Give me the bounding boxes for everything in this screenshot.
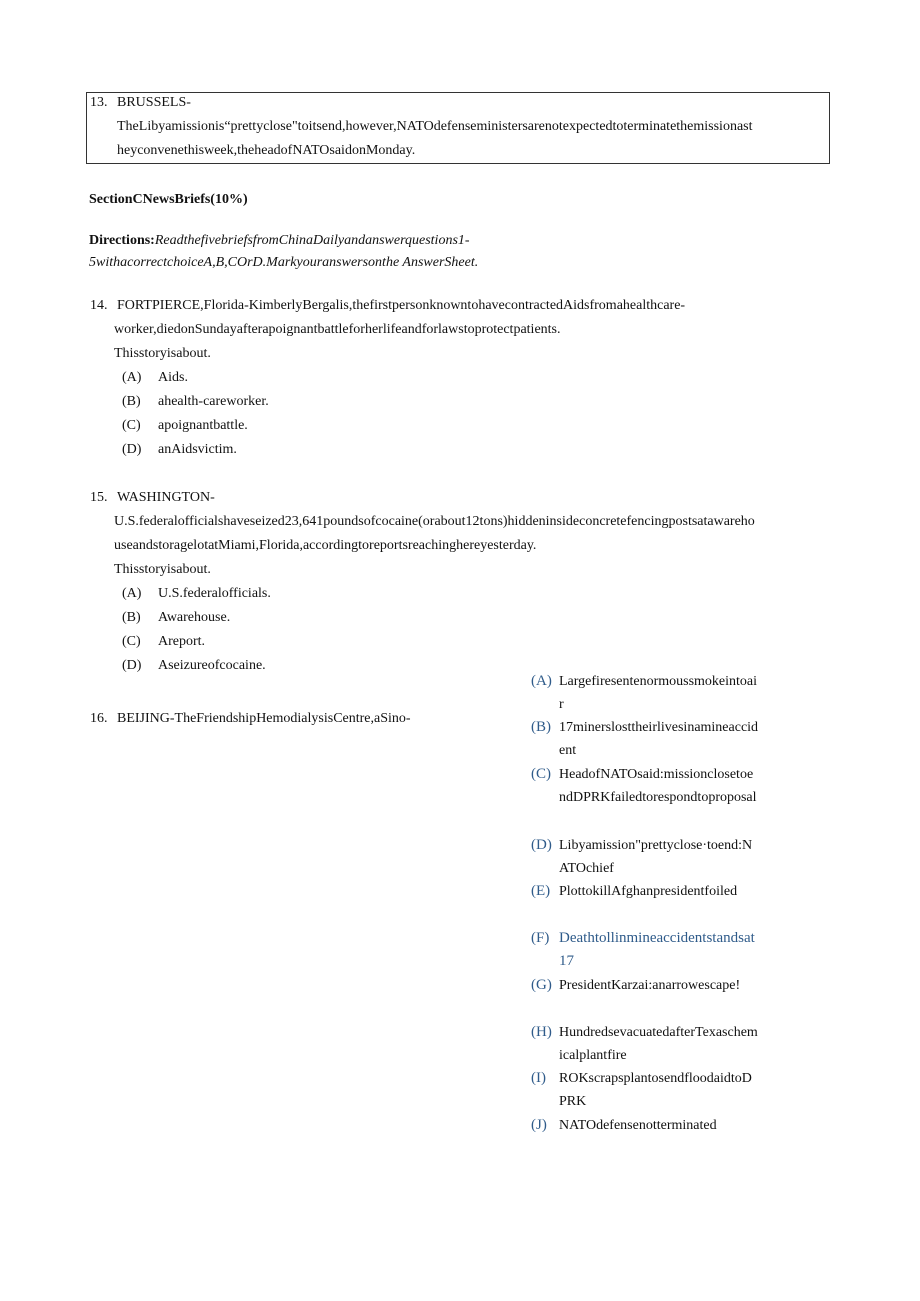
question-15-header [90,486,215,510]
headline-letter: (I) [531,1070,546,1086]
headline-letter: (F) [531,930,550,946]
question-number: 16. [90,711,108,726]
option-text: Areport. [158,634,206,649]
option-text: Awarehouse. [158,610,231,625]
question-15-stem: Thisstoryisabout. [114,562,211,577]
headline-text: Largefiresentenormoussmokeintoair [559,674,758,712]
headline-text: PresidentKarzai:anarrowescape! [559,978,741,993]
question-15-line1: WASHINGTON- [117,490,215,505]
headline-letter: (H) [531,1024,552,1040]
question-14-option-b[interactable] [122,390,269,414]
question-15-line3: useandstoragelotatMiami,Florida,accordingtoreportsreachinghereyesterday. [114,538,537,553]
headline-text: HeadofNATOsaid:missionclosetoendDPRKfailedtorespondtoproposal [559,767,757,805]
headline-text: Deathtollinmineaccidentstandsat17 [559,930,755,969]
question-13-header [90,91,191,115]
option-text: U.S.federalofficials. [158,586,271,601]
question-14-option-c[interactable] [122,414,248,438]
directions-line1 [89,229,470,253]
headline-text: HundredsevacuatedafterTexaschemicalplantfire [559,1025,758,1063]
headline-letter: (B) [531,719,551,735]
headline-text: ROKscrapsplantosendfloodaidtoDPRK [559,1071,752,1109]
headline-letter: (C) [531,766,551,782]
question-14-option-a[interactable] [122,366,188,390]
option-text: apoignantbattle. [158,418,248,433]
directions-line2: 5withacorrectchoiceA,B,COrD.Markyouranswersonthe AnswerSheet. [89,255,479,270]
option-letter: (B) [122,610,141,625]
directions-label: Directions: [89,233,155,248]
question-number: 15. [90,490,108,505]
option-letter: (A) [122,370,142,385]
headline-text: PlottokillAfghanpresidentfoiled [559,884,738,899]
option-text: Aids. [158,370,188,385]
headline-text: Libyamission"prettyclose·toend:NATOchief [559,838,753,876]
question-14-option-d[interactable] [122,438,237,462]
option-letter: (A) [122,586,142,601]
headline-letter: (E) [531,883,551,899]
question-15-option-b[interactable] [122,606,230,630]
question-13-line3: heyconvenethisweek,theheadofNATOsaidonMonday. [117,143,416,158]
option-letter: (C) [122,634,141,649]
headline-text: 17minerslosttheirlivesinamineaccident [559,720,759,758]
question-16-line1: BEIJING-TheFriendshipHemodialysisCentre,aSino- [117,711,411,726]
question-14-line2: worker,diedonSundayafterapoignantbattleforherlifeandforlawstoprotectpatients. [114,322,561,337]
option-letter: (C) [122,418,141,433]
question-number: 13. [90,95,108,110]
headline-text: NATOdefensenotterminated [559,1118,717,1133]
question-13-line1: BRUSSELS- [117,95,191,110]
headline-letter: (D) [531,837,552,853]
question-14-stem: Thisstoryisabout. [114,346,211,361]
question-14-line1: FORTPIERCE,Florida-KimberlyBergalis,thefirstpersonknowntohavecontractedAidsfromahealthcare- [117,298,686,313]
headline-letter: (J) [531,1117,547,1133]
option-text: ahealth-careworker. [158,394,269,409]
question-16-header [90,707,411,731]
option-letter: (B) [122,394,141,409]
question-15-line2: U.S.federalofficialshaveseized23,641poundsofcocaine(orabout12tons)hiddeninsideconcretefencingpostsatawareho [114,514,755,529]
headline-letter: (A) [531,673,552,689]
question-15-option-a[interactable] [122,582,271,606]
directions-text-1: ReadthefivebriefsfromChinaDailyandanswerquestions1- [154,233,470,248]
question-13-line2: TheLibyamissionis“prettyclose"toitsend,however,NATOdefenseministersarenotexpectedtoterminatethemissionast [117,119,753,134]
section-title: SectionCNewsBriefs(10%) [89,192,248,207]
option-text: anAidsvictim. [158,442,237,457]
question-14-header [90,294,685,318]
question-15-option-d[interactable] [122,654,266,678]
option-letter: (D) [122,658,142,673]
headline-letter: (G) [531,977,552,993]
question-15-option-c[interactable] [122,630,205,654]
option-text: Aseizureofcocaine. [158,658,266,673]
question-number: 14. [90,298,108,313]
option-letter: (D) [122,442,142,457]
